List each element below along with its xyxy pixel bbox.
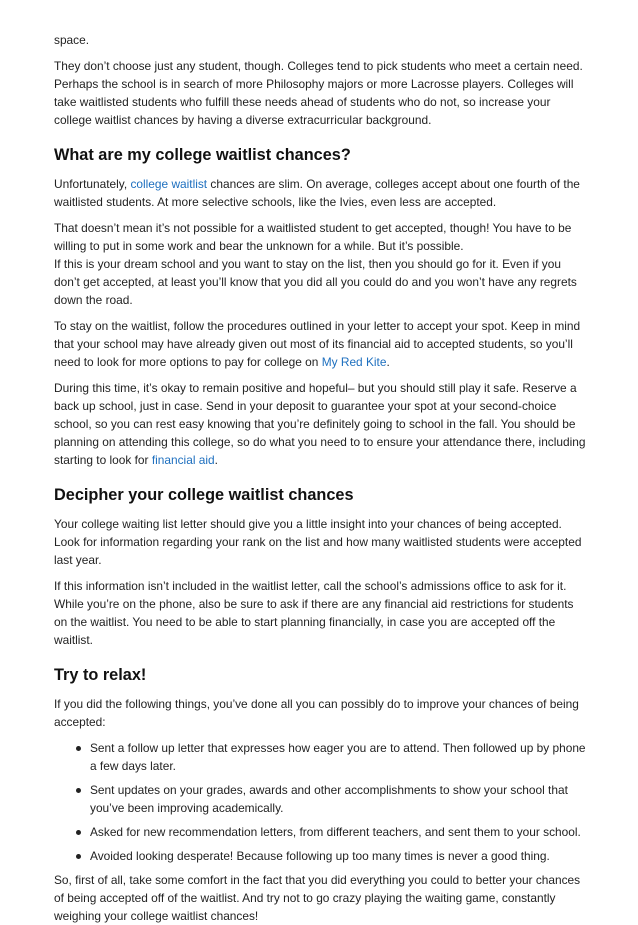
text-line: If this is your dream school and you want to stay on the list, then you should go for it. Even if you don’t get accepted, at least you’ll know that you did all you could do and you won’t have any regrets down the road. xyxy=(54,257,577,307)
bullet-icon xyxy=(76,746,81,751)
link-financial-aid[interactable]: financial aid xyxy=(151,453,215,467)
bullet-icon xyxy=(76,830,81,835)
bullet-icon xyxy=(76,788,81,793)
paragraph-unfortunately xyxy=(54,175,588,211)
paragraph-not-possible xyxy=(54,219,588,309)
text-segment: chances are slim. On average, colleges accept about one fourth of the waitlisted students. At more selective schools, like the Ivies, even less are accepted. xyxy=(54,177,580,209)
text-segment: . xyxy=(214,453,218,467)
text-segment: Unfortunately, xyxy=(54,177,131,191)
paragraph-during-this-time xyxy=(54,379,588,469)
list-item-text: Asked for new recommendation letters, from different teachers, and sent them to your school. xyxy=(90,825,581,839)
bullet-icon xyxy=(76,854,81,859)
paragraph-stay-on-waitlist xyxy=(54,317,588,371)
list-item xyxy=(76,781,588,817)
heading-try-to-relax: Try to relax! xyxy=(54,666,147,684)
list-item-text: Avoided looking desperate! Because following up too many times is never a good thing. xyxy=(90,849,550,863)
paragraph-following-things: If you did the following things, you’ve done all you can possibly do to improve your chances of being accepted: xyxy=(54,697,579,729)
text-segment: To stay on the waitlist, follow the procedures outlined in your letter to accept your spot. Keep in mind that your school may have already given out most of its financial aid to accepted students, so you’ll need to look for more options to pay for college on xyxy=(54,319,581,369)
bullet-list xyxy=(54,739,588,865)
heading-waitlist-chances: What are my college waitlist chances? xyxy=(54,146,351,164)
paragraph-call-admissions: If this information isn’t included in the waitlist letter, call the school’s admissions office to ask for it. While you’re on the phone, also be sure to ask if there are any financial aid restrictions for students on the waitlist. You need to be able to start planning financially, in case you are accepted off the waitlist. xyxy=(54,579,574,647)
text-segment: During this time, it’s okay to remain positive and hopeful– but you should still play it safe. Reserve a back up school, just in case. Send in your deposit to guarantee your spot at your second-choice school, so you can rest easy knowing that you’re definitely going to school in the fall. You should be planning on attending this college, so do what you need to to ensure your attendance there, including starting to look for xyxy=(54,381,586,467)
paragraph-closing: So, first of all, take some comfort in the fact that you did everything you could to better your chances of being accepted off of the waitlist. And try not to go crazy playing the waiting game, constantly weighing your college waitlist chances! xyxy=(54,873,581,923)
link-college-waitlist[interactable]: college waitlist xyxy=(130,177,208,191)
text-segment: . xyxy=(386,355,390,369)
text-line: That doesn’t mean it’s not possible for a waitlisted student to get accepted, though! You have to be willing to put in some work and bear the unknown for a while. But it’s possible. xyxy=(54,221,572,253)
list-item xyxy=(76,739,588,775)
list-item xyxy=(76,847,588,865)
intro-fragment: space. xyxy=(54,33,90,47)
paragraph-waiting-list-letter: Your college waiting list letter should give you a little insight into your chances of being accepted. Look for information regarding your rank on the list and how many waitlisted students were accepted last year. xyxy=(54,517,582,567)
link-my-red-kite[interactable]: My Red Kite xyxy=(321,355,387,369)
list-item-text: Sent updates on your grades, awards and other accomplishments to show your school that you’ve been improving academically. xyxy=(90,783,568,815)
heading-decipher-chances: Decipher your college waitlist chances xyxy=(54,486,354,504)
list-item-text: Sent a follow up letter that expresses how eager you are to attend. Then followed up by phone a few days later. xyxy=(90,741,586,773)
paragraph-colleges-choose: They don’t choose just any student, though. Colleges tend to pick students who meet a certain need. Perhaps the school is in search of more Philosophy majors or more Lacrosse players. Colleges will take waitlisted students who fulfill these needs ahead of students who do not, so increase your college waitlist chances by having a diverse extracurricular background. xyxy=(54,59,583,127)
